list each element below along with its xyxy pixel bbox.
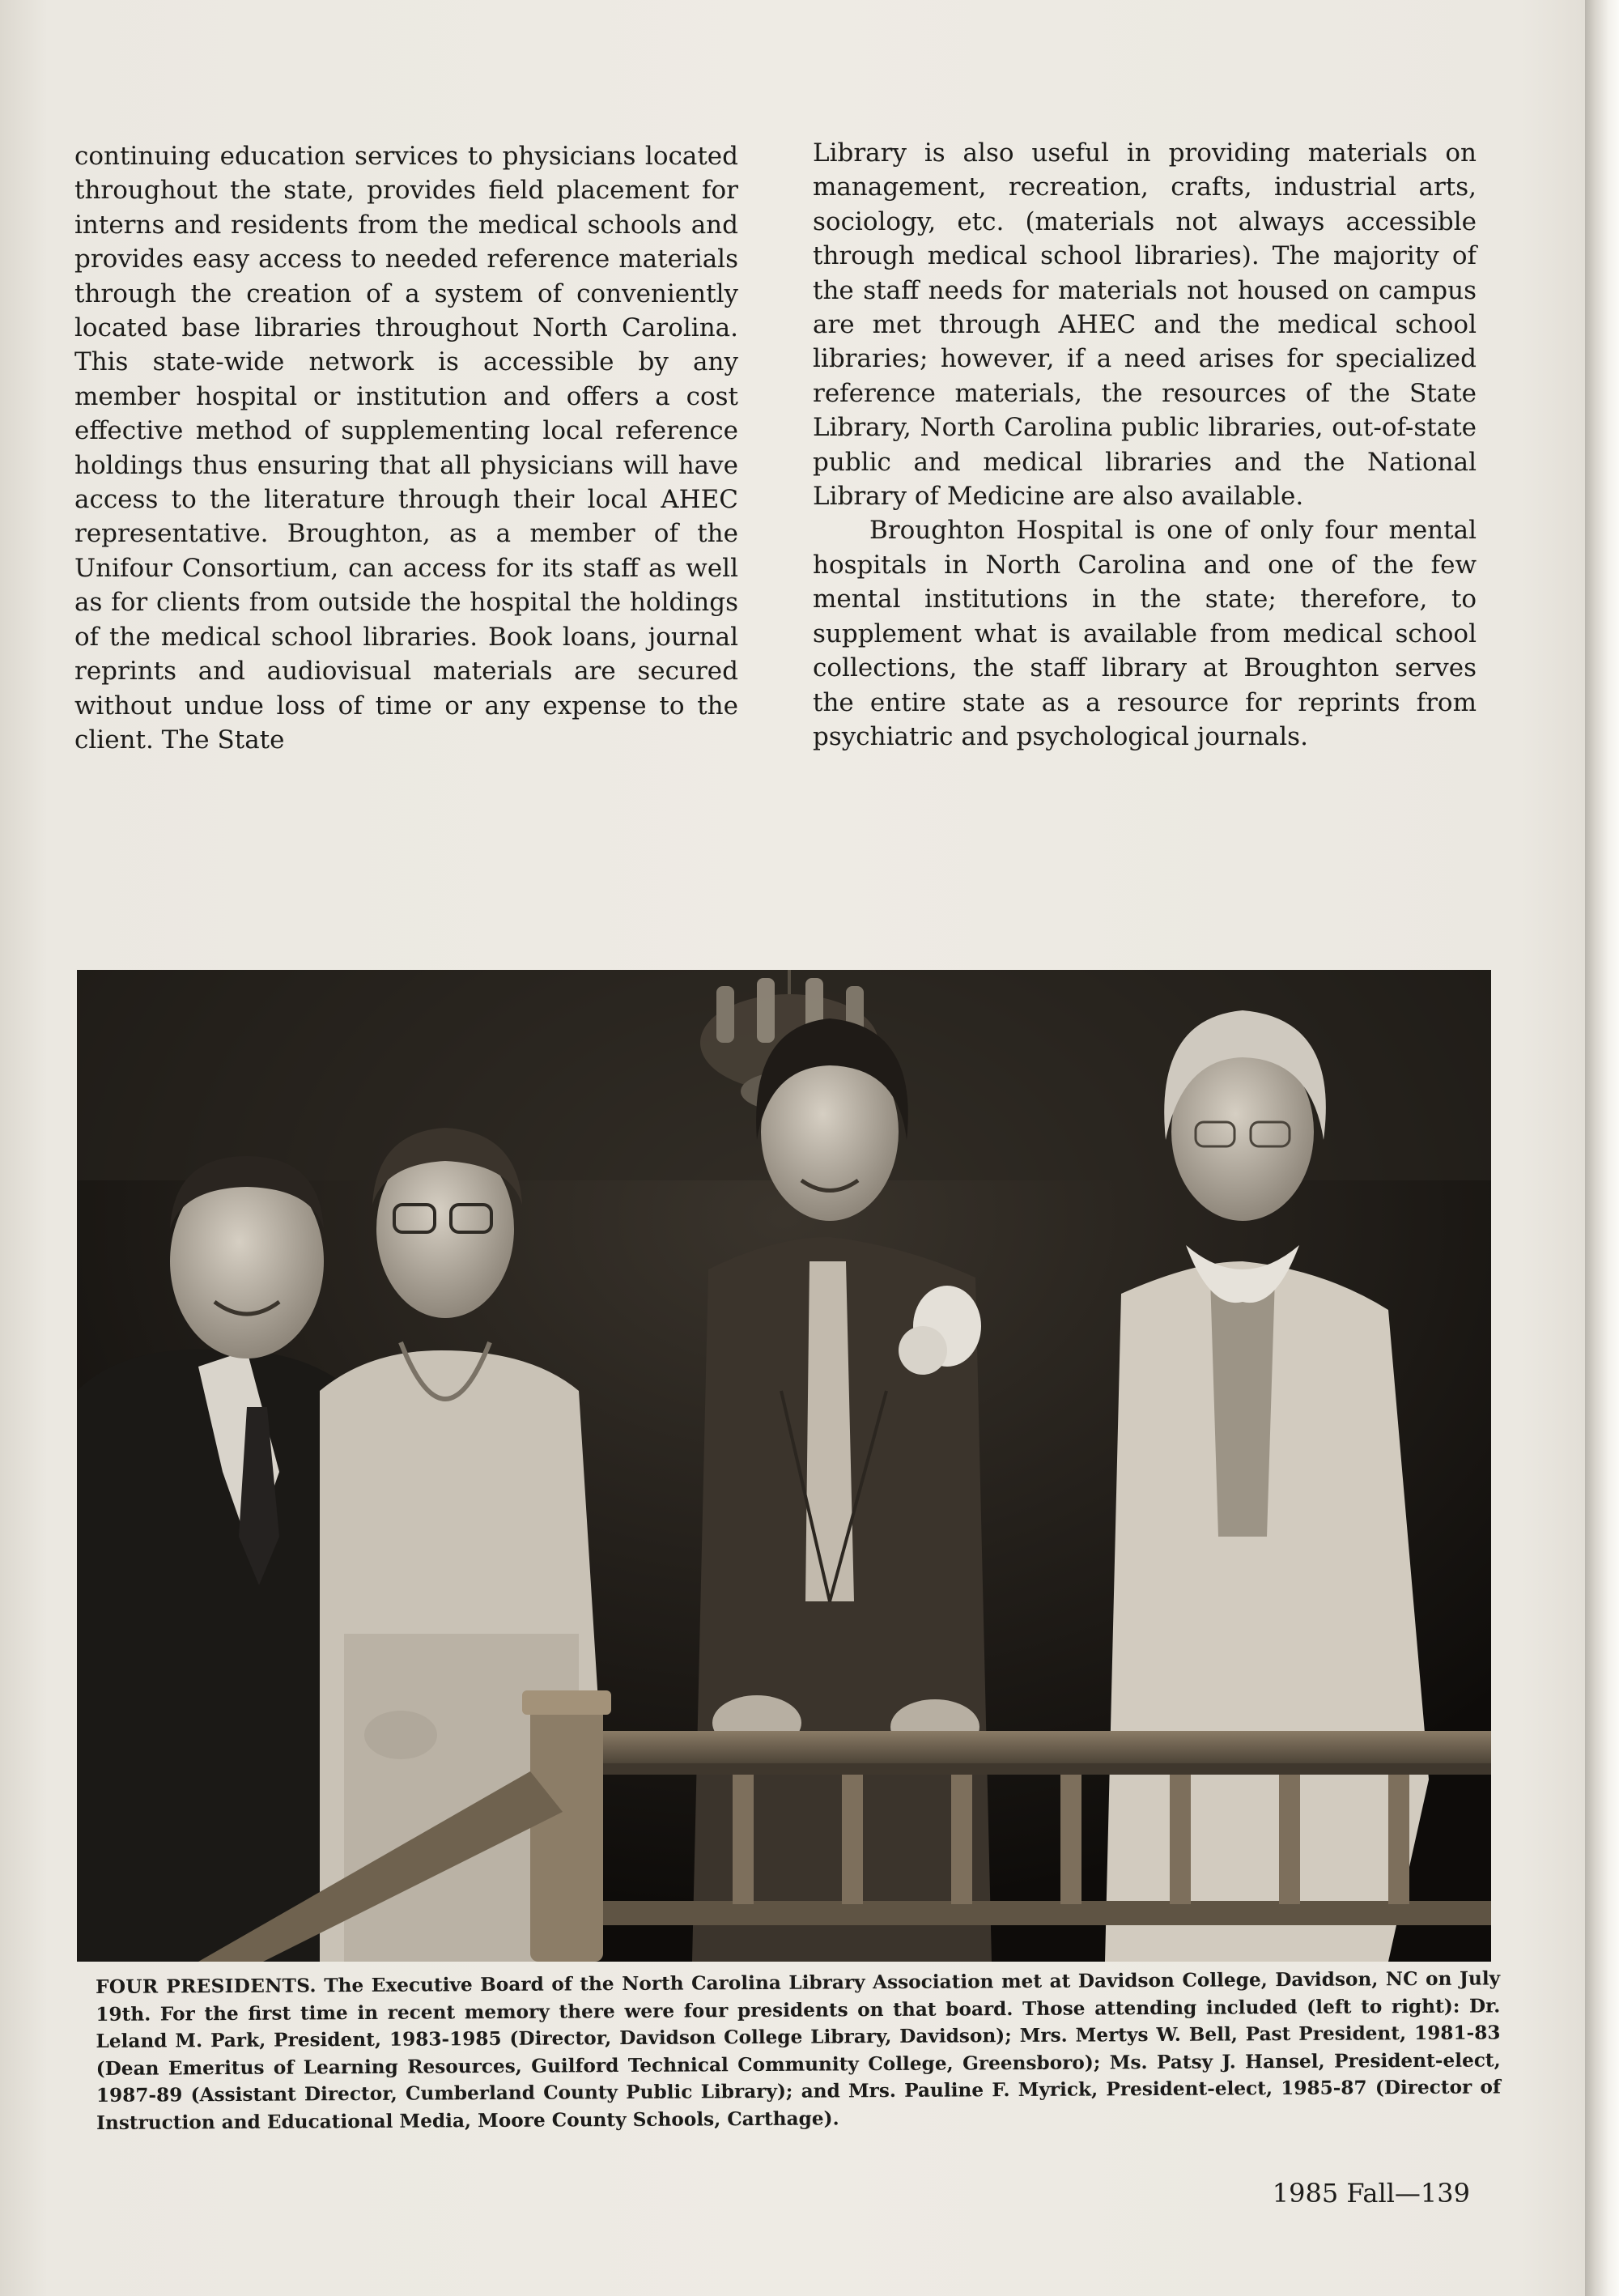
article-paragraph: Broughton Hospital is one of only four mental hospitals in North Carolina and one of the few mental institutions in the state; therefore, to supplement what is available from medical school collections, the staff library at Broughton serves the entire state as a resource for reprints from psychiatric and psychological journals.: [813, 516, 1477, 751]
page-edge: [1585, 0, 1619, 2296]
caption-title: FOUR PRESIDENTS.: [96, 1975, 317, 1998]
article-paragraph: continuing education services to physicians located throughout the state, provides field placement for interns and residents from the medical schools and provides easy access to needed reference materials through the creation of a system of conveniently located base libraries throughout North Carolina. This state-wide network is accessible by any member hospital or institution and offers a cost effective method of supplementing local reference holdings thus ensuring that all physicians will have access to the literature through their local AHEC representative. Broughton, as a member of the Unifour Consortium, can access for its staff as well as for clients from outside the hospital the holdings of the medical school libraries. Book loans, journal reprints and audiovisual materials are secured without undue loss of time or any expense to the client. The State: [74, 142, 738, 755]
article-left-column: [74, 139, 738, 757]
page-folio: 1985 Fall—139: [1272, 2178, 1470, 2209]
article-right-column: [813, 136, 1477, 754]
caption-text: The Executive Board of the North Carolina Library Association met at Davidson College, Davidson, NC on July 19th. For the first time in recent memory there were four presidents on that board. Those attending included (left to right): Dr. Leland M. Park, President, 1983-1985 (Director, Davidson College Library, Davidson); Mrs. Mertys W. Bell, Past President, 1981-83 (Dean Emeritus of Learning Resources, Guilford Technical Community College, Greensboro); Ms. Patsy J. Hansel, President-elect, 1987-89 (Assistant Director, Cumberland County Public Library); and Mrs. Pauline F. Myrick, President-elect, 1985-87 (Director of Instruction and Educational Media, Moore County Schools, Carthage).: [96, 1967, 1501, 2134]
photo-caption: [96, 1965, 1501, 2137]
article-paragraph: Library is also useful in providing materials on management, recreation, crafts, industrial arts, sociology, etc. (materials not always accessible through medical school libraries). The majority of the staff needs for materials not housed on campus are met through AHEC and the medical school libraries; however, if a need arises for specialized reference materials, the resources of the State Library, North Carolina public libraries, out-of-state public and medical libraries and the National Library of Medicine are also available.: [813, 138, 1477, 512]
photo-illustration: [77, 970, 1491, 1962]
group-photograph: [77, 970, 1491, 1962]
